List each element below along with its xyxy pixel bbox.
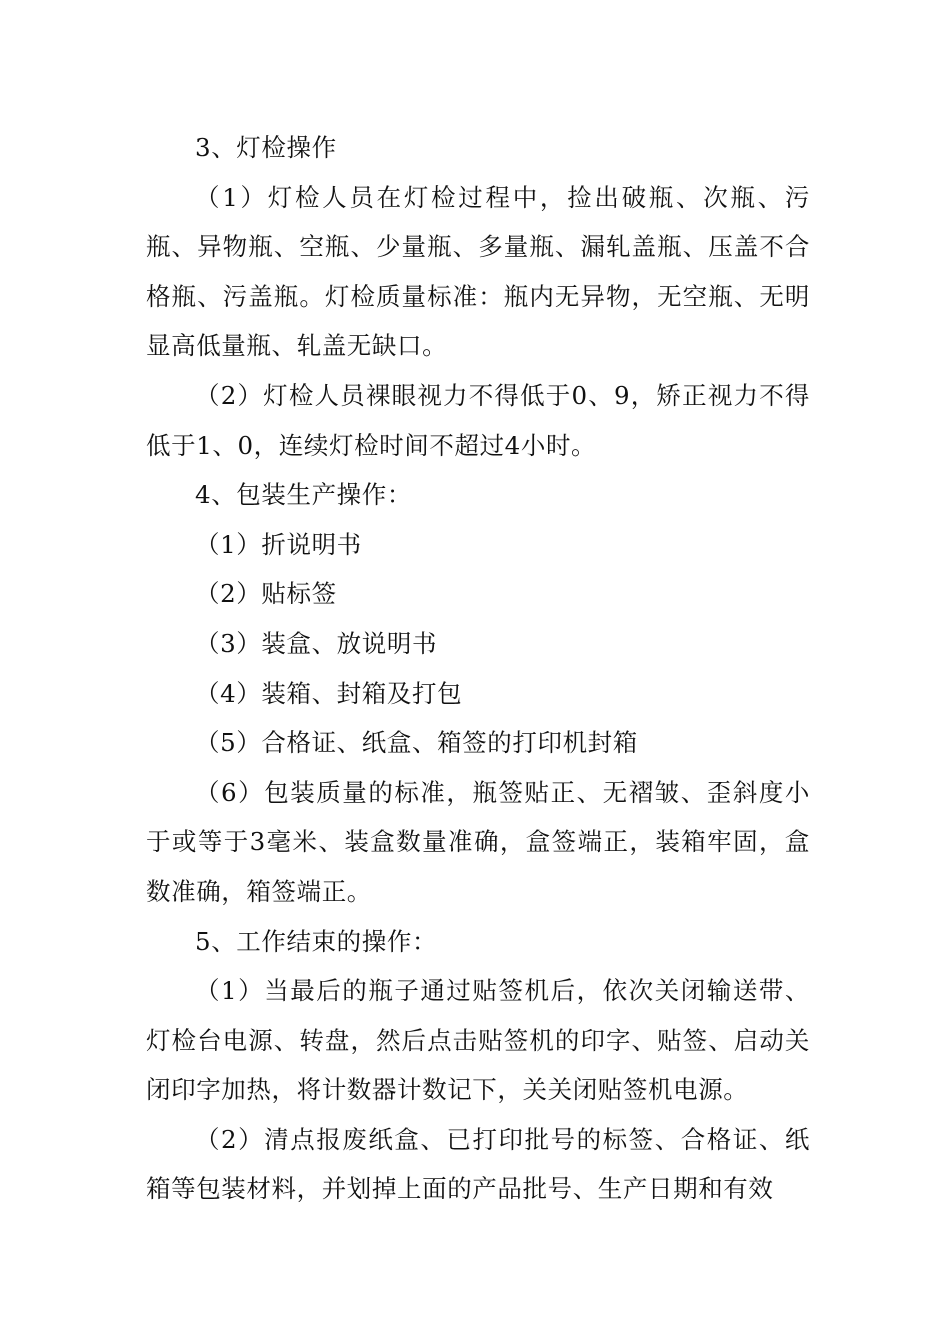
paragraph-packaging-item-2: （2）贴标签 [195,579,337,609]
section-heading-packaging: 4、包装生产操作： [195,480,412,510]
paragraph-packaging-item-4: （4）装箱、封箱及打包 [195,678,463,708]
section-heading-work-end: 5、工作结束的操作： [195,926,438,956]
paragraph-work-end-item-1: （1）当最后的瓶子通过贴签机后，依次关闭输送带、灯检台电源、转盘，然后点击贴签机的印字、贴签、启动关闭印字加热，将计数器计数记下，关关闭贴签机电源。 [146,976,810,1105]
paragraph-lamp-inspection-item-2: （2）灯检人员裸眼视力不得低于0、9，矫正视力不得低于1、0，连续灯检时间不超过4小时。 [146,380,810,460]
paragraph-lamp-inspection-item-1: （1）灯检人员在灯检过程中，捡出破瓶、次瓶、污瓶、异物瓶、空瓶、少量瓶、多量瓶、漏轧盖瓶、压盖不合格瓶、污盖瓶。灯检质量标准：瓶内无异物，无空瓶、无明显高低量瓶、轧盖无缺口。 [146,182,810,361]
paragraph-packaging-item-5: （5）合格证、纸盒、箱签的打印机封箱 [195,728,638,758]
document-page [146,123,810,1214]
paragraph-work-end-item-2: （2）清点报废纸盒、已打印批号的标签、合格证、纸箱等包装材料，并划掉上面的产品批号、生产日期和有效 [146,1124,810,1204]
paragraph-packaging-item-6: （6）包装质量的标准，瓶签贴正、无褶皱、歪斜度小于或等于3毫米、装盒数量准确，盒签端正，装箱牢固，盒数准确，箱签端正。 [146,777,810,906]
paragraph-packaging-item-3: （3）装盒、放说明书 [195,628,438,658]
section-heading-lamp-inspection: 3、灯检操作 [195,133,337,162]
paragraph-packaging-item-1: （1）折说明书 [195,529,362,559]
